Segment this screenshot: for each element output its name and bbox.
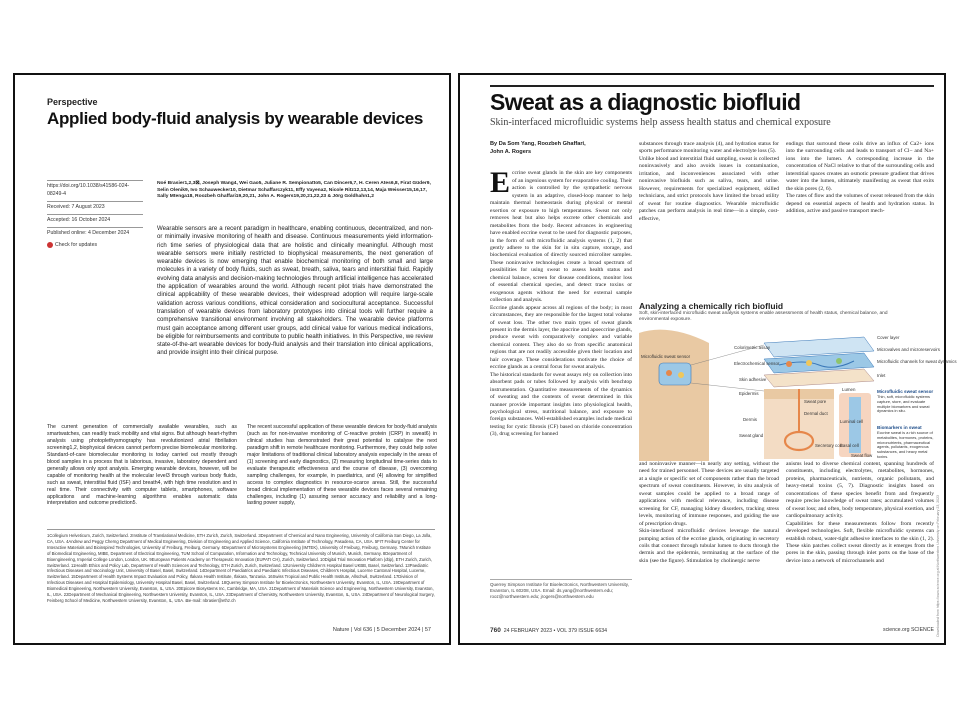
figure-title: Analyzing a chemically rich biofluid <box>639 301 784 311</box>
label-cover-layer: Cover layer <box>877 335 900 340</box>
label-sweat-gland: Sweat gland <box>739 433 764 438</box>
check-updates-icon <box>47 242 53 248</box>
label-dermis: Dermis <box>743 417 757 422</box>
label-microfluidic-channels: Microfluidic channels for sweat dynamics <box>877 359 957 364</box>
label-colorimetric: Colorimetric assay <box>734 345 771 350</box>
label-lumen: Lumen <box>842 387 856 392</box>
byline: By Da Som Yang, Roozbeh Ghaffari, John A. Rogers <box>490 141 586 155</box>
body-column-2: The recent successful application of these wearable devices for body-fluid analysis (such as for non-invasive monitoring of C-reactive protein (CRP) in sweat6) in clinical studies has demonstrated their great potential to catalyse the next paradigm shift in remote healthcare monitoring. Furthermore, they could help solve major limitations of traditional clinical laboratory analysis especially in the areas of (1) screening and early diagnostics, (2) measuring longitudinal time-series data to evaluate therapeutic effectiveness and the course of disease, (3) overcoming sampling challenges, for example, in paediatrics, and (4) allowing for simplified access to complex diagnostics in resource-scarce areas. Still, the successful broad clinical implementation of these wearable devices faces several remaining challenges, including (1) assuring sensor accuracy and reliability and a long-lasting power supply, <box>247 424 437 507</box>
science-perspective-page <box>458 73 957 645</box>
label-microvalves: Microvalves and microreservoirs <box>877 347 940 352</box>
sensor-dot-icon <box>666 370 672 376</box>
article-subtitle: Skin-interfaced microfluidic systems help assess health status and chemical exposure <box>490 117 831 128</box>
side-text-1-wrap <box>877 395 934 425</box>
label-sweat-flow: Sweat flow <box>851 453 873 458</box>
doi-link[interactable]: https://doi.org/10.1038/s41586-024-08249-4 <box>47 180 143 198</box>
page-footer: Nature | Vol 636 | 5 December 2024 | 57 <box>332 627 431 633</box>
article-meta <box>47 180 143 252</box>
check-updates-button[interactable] <box>47 240 143 249</box>
label-skin-adhesive: Skin adhesive <box>739 377 767 382</box>
side-title-2: Biomarkers in sweat <box>877 425 922 430</box>
received-date: Received: 7 August 2023 <box>47 201 143 211</box>
body-column-1-text: ccrine sweat glands in the skin are key components of an ingenious system for evaporative cooling. Their action is controlled by the sympathetic nervous system in an adaptive, closed-loop manner to help maintain thermal homeostasis during physical or mental exertion or exposure to high temperatures. Sweat not only removes heat but also helps excrete other chemicals and metabolites from the body. Recent advances in engineering have enabled eccrine sweat to be used for diagnostic purposes, in the form of soft microfluidic analysis systems (1, 2) that gently adhere to the skin for in situ capture, storage, and biochemical evaluation of directly sourced microliter samples. These noninvasive technologies create a broad spectrum of possibilities for using sweat to assess health status and chemical balance, screen for disease conditions, monitor loss of essential chemical species, and detect trace toxins or exogenous agents without the need for external sample collection and analysis. Eccrine glands appear across all regions of the body; in most circumstances, they are responsible for the largest total volume of sweat loss. The other two main types of sweat glands present in the dermis layer, the apocrine and apoeccrine glands, produce sweat with comparatively complex and variable chemical content. They also do so from specific anatomical regions that are not readily accessible given their location and hair coverage. These considerations motivate the choice of eccrine glands as a central focus for sweat analysis. The historical standards for sweat assays rely on collection into absorbent pads or tubes followed by analysis with benchtop instrumentation. Quantitative measurements of the dynamics of sweating and the contents of sweat determined in this manner provide important insights into physiological health, psychological stress, nutritional balance, and exposure to foreign substances. Well-established examples include medical testing for cystic fibrosis (CF) based on chloride concentration (3), drug screening for banned <box>490 170 632 438</box>
label-luminal-cell: Luminal cell <box>840 419 864 424</box>
page-footer <box>490 627 934 634</box>
colorimetric-well <box>806 360 812 366</box>
published-date: Published online: 4 December 2024 <box>47 227 143 237</box>
header-rule <box>490 85 934 87</box>
article-title: Sweat as a diagnostic biofluid <box>490 89 801 115</box>
figure-caption: Soft, skin-interfaced microfluidic sweat analysis systems enable assessments of health status, chemical balance, and environmental exposure. <box>639 311 888 322</box>
figure <box>639 301 957 461</box>
body-column-2-top: substances through trace analysis (4), and hydration status for sports performance monitoring water and electrolyte loss (5). Unlike blood and interstitial fluid sampling, sweat is collected noninvasively and also avoids issues in contamination, irritation, and inconveniences associated with other noninvasive biofluids such as saliva, tears, and urine. However, requirements for specialized equipment, skilled technicians, and strict protocols have limited the broad utility of sweat for routine diagnostics. Wearable microfluidic patches can perform analysis in real time—in a simple, cost-effective, <box>639 141 779 222</box>
colorimetric-well <box>836 358 842 364</box>
label-electrochemical: Electrochemical sensor <box>734 361 780 366</box>
author-address: Querrey Simpson Institute for Bioelectronics, Northwestern University, Evanston, IL 60208, USA. Email: ds.yang@northwestern.edu; rooz@northwestern.edu; jrogers@northwestern.edu <box>490 579 632 599</box>
body-column-1 <box>490 163 632 439</box>
check-updates-label: Check for updates <box>55 242 98 248</box>
skin-silhouette <box>639 330 709 461</box>
body-column-2-bottom: and noninvasive manner—in nearly any setting, without the need for trained personnel. These devices are usually targeted at a single or specific set of components rather than the broad spectrum of sweat constituents. However, in situ analysis of sweat samples could be applied to a broad range of applications with medical relevance, including disease screening for CF, managing kidney disorders, tracking stress levels, monitoring of immune responses, and guiding the use of prescription drugs. Skin-interfaced microfluidic devices leverage the natural pumping action of the eccrine glands, originating in secretory coils that connect through tubular lumen to ducts through the dermis and the epidermis, terminating at the surface of the skin (see the figure). Stimulation by cholinergic nerve <box>639 461 779 564</box>
label-inlet: Inlet <box>877 373 886 378</box>
body-column-3-top: endings that surround these coils drive an influx of Ca2+ ions into the surrounding cells and leads to transport of Cl− and Na+ ions into the lumen. A corresponding increase in the concentration of NaCl relative to that of the surrounding cells and interstitial spaces creates an osmotic pressure gradient that drives water into the lumen, ultimately manifesting as sweat that exits the skin pores (2, 6). The rates of flow and the volumes of sweat released from the skin depend on essential aspects of health and hydration status. In addition, active and passive transport mech- <box>786 141 934 215</box>
side-text-2: Eccrine sweat is a rich source of metabolites, hormones, proteins, micronutrients, pharmaceutical agents, pollutants, exogenous substances, and heavy metal toxins. <box>877 430 934 459</box>
author-list: Noé Brasier1,2,3⊠, Joseph Wang4, Wei Gao5, Juliane R. Sempionatto5, Can Dincer6,7, H. Ceren Ates6,8, Firat Güder9, Selin Olenik9, Ivo Schauwecker10, Dietmar Schaffarczyk11, Effy Vayena2, Nicole Ritz12,13,14, Maja Weisser15,16,17, Sally Mtenga18, Roozbeh Ghaffari19,20,21, John A. Rogers19,20,21,22,23 & Jörg Goldhahn1,2 <box>157 181 431 199</box>
article-type: Perspective <box>47 97 98 107</box>
page-number: 760 <box>490 627 501 634</box>
sensor-patch <box>659 363 691 385</box>
label-dermal-duct: Dermal duct <box>804 411 828 416</box>
label-microfluidic-sensor: Microfluidic sweat sensor <box>641 354 691 359</box>
drop-cap: E <box>490 166 511 200</box>
article-title: Applied body-fluid analysis by wearable devices <box>47 109 424 128</box>
side-text-2-wrap <box>877 431 934 461</box>
colorimetric-well <box>786 361 792 367</box>
accepted-date: Accepted: 16 October 2024 <box>47 214 143 224</box>
label-sweat-pore: Sweat pore <box>804 399 827 404</box>
nature-perspective-page <box>13 73 451 645</box>
label-secretory-coil: Secretory coil <box>815 443 842 448</box>
sweat-gland-illustration <box>639 323 957 461</box>
side-text-1: Thin, soft, microfluidic systems capture, store, and evaluate multiple biomarkers and sweat dynamics in situ. <box>877 394 930 414</box>
body-column-3-bottom: anisms lead to diverse chemical content, spanning hundreds of constituents, including electrolytes, metabolites, hormones, proteins, pharmaceuticals, nutrients, organic pollutants, and heavy-metal toxins (5, 7). Diagnostic insights based on concentrations of these species benefit from and frequently require precise knowledge of sweat rates; accumulated volumes of sweat loss; and often, body temperature, physical exertion, and cardiopulmonary activity. Capabilities for these measurements follow from recently developed technologies. Soft, flexible microfluidic systems can establish robust, water-tight adhesive interfaces to the skin (1, 2). These skin patches collect sweat directly as it emerges from the pores in the skin, passing through inlet ports on the base of the device into a network of microchannels and <box>786 461 934 564</box>
side-title-1: Microfluidic sweat sensor <box>877 389 934 394</box>
abstract: Wearable sensors are a recent paradigm in healthcare, enabling continuous, decentralized, and non- or minimally invasive monitoring of health and disease. Continuous measurements yield information-rich time series of physiological data that are holistic and clinically meaningful. Although most wearable sensors were initially restricted to biophysical measurements, the next generation of wearable devices is now emerging that enable biochemical monitoring of both small and large molecules in a variety of body fluids, such as sweat, breath, saliva, tears and interstitial fluid. Rapidly evolving data analysis and decision-making technologies through artificial intelligence has accelerated the application of wearables around the world. Although recent pilot trials have demonstrated the clinical applicability of these wearable devices, their widespread adoption will require large-scale validation across various conditions, ethical consideration and sociocultural acceptance. Successful translation of wearable devices from laboratory prototypes into clinical tools will further require a comprehensive transitional environment involving all stakeholders. The wearable device platforms must gain acceptance among different user groups, add clinical value for various medical indications, be eligible for reimbursements and contribute to public health initiatives. In this Perspective, we review state-of-the-art wearable devices for body-fluid analysis and their translation into clinical applications, and provide insight into their clinical purpose. <box>157 225 433 357</box>
journal-site: science.org SCIENCE <box>882 627 934 633</box>
label-epidermis: Epidermis <box>739 391 759 396</box>
body-column-1: The current generation of commercially available wearables, such as smartwatches, can readily track mobility and vital signs. But although heart-rhythm analysis using photoplethysmography has revolutionized atrial fibrillation screening1,2, biophysical devices cannot perform precise biomolecular monitoring. Standard-of-care biomolecular monitoring is today carried out mostly through blood samples in a process that is laborious, invasive, laboratory dependent and generally allows only spot analysis. Emerging wearable devices, however, will be capable of monitoring health at the molecular level3 through various body fluids, such as sweat, interstitial fluid (ISF) and breath4, with high time resolution and in real time. Their connectivity with computer tablets, smartphones, software applications and machine-learning algorithms enables automatic data interpretation and outcome prediction5. <box>47 424 237 507</box>
download-note: Downloaded from https://www.science.org at Northwestern University on February 23, 2023 <box>936 495 940 637</box>
affiliations: 1Collegium Helveticum, Zurich, Switzerland. 2Institute of Translational Medicine, ETH Zurich, Zurich, Switzerland. 3Department of Chemical and Nano Engineering, University of California San Diego, La Jolla, CA, USA. 4Andrew and Peggy Cherng Department of Medical Engineering, Division of Engineering and Applied Science, California Institute of Technology, Pasadena, CA, USA. 5FIT Freiburg Center for Interactive Materials and Bioinspired Technologies, University of Freiburg, Freiburg, Germany. 6Department of Microsystems Engineering (IMTEK), University of Freiburg, Freiburg, Germany. 7Munich Institute of Biomedical Engineering, MIBE, Department of Electrical Engineering, TUM School of Computation, Information and Technology, Technical University of Munich, Munich, Germany. 8Department of Bioengineering, Imperial College London, London, UK. 9European Patients Academy on Therapeutic Innovation (EUPATI CH), Zurich, Switzerland. 10Digital Trial Innovation Platform (dtip), ETH Zurich, Zurich, Switzerland. 11Health Ethics and Policy Lab, Department of Health Sciences and Technology, ETH Zurich, Zurich, Switzerland. 12University Children's Hospital Basel UKBB, Basel, Switzerland. 13Paediatric Infectious Diseases and Vaccinology Unit, University of Basel, Basel, Switzerland. 14Department of Paediatrics and Paediatric Infectious Diseases, Children's Hospital, Lucerne Cantonal Hospital, Lucerne, Switzerland. 15Department of Health Systems Impact Evaluation and Policy, Ifakara Health Institute, Ifakara, Tanzania. 16Swiss Tropical and Public Health Institute, Allschwil, Switzerland. 17Division of Infectious Diseases and Hospital Epidemiology, University Hospital Basel, Basel, Switzerland. 18Querrey Simpson Institute for Bioelectronics, Northwestern University, Evanston, IL, USA. 19Department of Biomedical Engineering, Northwestern University, Evanston, IL, USA. 20Epicore Biosystems Inc, Cambridge, MA, USA. 21Department of Materials Science and Engineering, Northwestern University, Evanston, IL, USA. 22Department of Mechanical Engineering, Northwestern University, Evanston, IL, USA. 23Department of Chemistry, Northwestern University, Evanston, IL, USA. 24Department of Neurological Surgery, Feinberg School of Medicine, Northwestern University, Evanston, IL, USA. ⊠e-mail: nbrasier@ethz.ch <box>47 529 435 604</box>
label-basal-cell: Basal cell <box>840 443 859 448</box>
sensor-dot-icon <box>678 372 684 378</box>
issue-info: 24 FEBRUARY 2023 • VOL 379 ISSUE 6634 <box>503 628 607 634</box>
